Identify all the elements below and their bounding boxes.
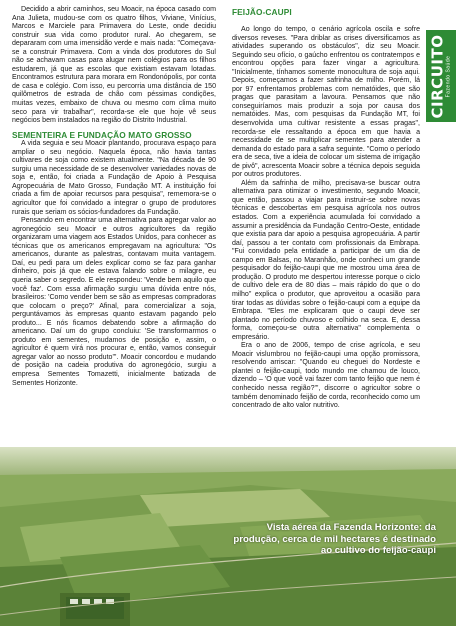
section-subtitle: Fazendo Saúde xyxy=(445,55,452,97)
right-paragraph-1: Ao longo do tempo, o cenário agrícola oscila e sofre diversos reveses. "Para driblar as crises diversificamos as atividades superando os obstáculos", diz seu Moacir. Seguindo seu ofício, o gaúcho enfrentou os contratempos e encontrou opções para fazer vingar a agricultura. "Inicialmente, tínhamos somente monocultura de soja aqui. Depois, começamos a fazer safrinha de milho. Porém, lá por 97 enfrentamos problemas com nematóides, que são pragas que parasitam a lavoura. Pensamos que não conseguiríamos mais produzir a soja por causa dos nematóides. Mas, com pesquisas da Fundação MT, foi desenvolvida uma cultivar resistente a essas pragas", recorda-se ele ressaltando a época em que havia a necessidade de se multiplicar sementes para atender a demanda do estado para a safra seguinte. "Como o período era de seca, tive a ideia de colocar um sistema de irrigação de pivô", acrescenta Moacir sobre a técnica depois seguida por outros produtores. xyxy=(232,26,420,179)
photo-caption: Vista aérea da Fazenda Horizonte: da produção, cerca de mil hectares é destinado ao cultivo do feijão-caupi xyxy=(233,522,436,557)
left-paragraph-1: Decidido a abrir caminhos, seu Moacir, na época casado com Ana Julieta, mudou-se com os quatro filhos, Viviane, Vinícius, Marcos e Marciele para Primavera do Leste, onde decidiu construir sua vida como produtor rural. Ao chegarem, se depararam com uma imensidão verde e mais nada: "Começava-se a construir Primavera. Com a vinda dos produtores do Sul não se achavam casas para alugar nem colégios para os filhos estudarem, já que as escolas que existiam estavam lotadas. Encontramos estrutura para morara em Rondonópolis, por conta de casa e colégio. Com isso, eu percorria uma distância de 150 quilômetros de estrada de chão com péssimas condições, muitas vezes, embaixo de chuva ou mesmo com clima muito seco para vir trabalhar", recorda-se ele que hoje vê seus negócios bem instalados na região do Distrito Industrial. xyxy=(12,6,216,125)
left-paragraph-2: A vida seguia e seu Moacir plantando, procurava espaço para ampliar o seu negócio. Naquela época, não havia tantas cultivares de soja como existem atualmente. "Na década de 90 surgiu uma necessidade de se desenvolver variedades novas de soja e, então, foi criada a Fundação de Apoio à Pesquisa Agropecuária de Mato Grosso, Fundação MT. A instituição foi criada a fim de apoiar recursos para pesquisa", rememora-se o agricultor que foi convidado a integrar o grupo de produtores rurais que seriam os sócios-fundadores da Fundação. xyxy=(12,140,216,216)
right-paragraph-2: Além da safrinha de milho, precisava-se buscar outra alternativa para otimizar o investimento, segundo Moacir, que então, passou a viajar para instruir-se sobre novas técnicas e descobertas em pesquisa agrícola nos outros estados. Com a experiência acumulada foi convidado a assumir a presidência da Fundação Centro-Oeste, entidade que existia para dar apoio a pesquisa agropecuária. A partir daí, passou a ter contato com profissionais da Embrapa. "Fui convidado pela entidade a participar de um dia de campo em Balsas, no Maranhão, onde conheci um grande pesquisador do feijão-caupi que me mostrou uma área de produção. O produto me despertou interesse porque o ciclo de cultivo dele era de 80 dias – mais rápido do que o do milho" explica o produtor, que aproveitou a ocasião para tirar todas as dúvidas sobre o feijão-caupi com a equipe da Embrapa. "Eles me explicaram que o caupi deve ser plantado no período chuvoso e colhido na seca. E, dessa forma, começou-se outra alternativa" complementa o empresário. xyxy=(232,179,420,341)
section-heading-sementeira: SEMENTEIRA E FUNDAÇÃO MATO GROSSO xyxy=(12,129,192,140)
left-paragraph-3: Pensando em encontrar uma alternativa para agregar valor ao agronegócio seu Moacir e outros agricultores da região organizaram uma viagem aos Estados Unidos, para conhecer as técnicas que os americanos empregavam na agricultura: "Os americanos, durante as palestras, contavam muita vantagem. Daí, eu pedi para um deles explicar como se faz para ganhar dinheiro, pois já que ele estava falando sobre o milagre, eu queria saber o segredo. E ele respondeu: 'Vende bem aquilo que você faz'. Com essa afirmação surgiu uma dúvida entre nós, brasileiros: 'Como vender bem se são as empresas compradoras que colocam o preço?' Afinal, para comercializar a soja, perguntávamos às empresas quanto estavam pagando pelo produto... E nós ficamos debatendo sobre a afirmação do americano. Daí um do grupo concluiu: 'Se transformarmos o produto em sementes, mudamos de posição e, assim, o agricultor é quem virá nos procurar e, então, vamos conseguir agregar valor ao nosso produto'". Moacir concordou e mudando de posição na cadeia produtiva do agronegócio, surgiu a empresa Sementes Tomazetti, inicialmente batizada de Sementes Horizonte. xyxy=(12,217,216,387)
section-title: CIRCUITO xyxy=(428,34,447,118)
right-paragraph-3: Era o ano de 2006, tempo de crise agrícola, e seu Moacir vislumbrou no feijão-caupi uma opção promissora, resolvendo arriscar: "Quando eu cheguei do Nordeste e plantei o feijão-caupi, todo mundo me chamou de louco, dizendo – 'O que você vai fazer com tanto feijão que nem é conhecido nessa região?'", discorre o agricultor sobre o também denominado feijão de corda, reconhecido como um concentrado de alto valor nutritivo. xyxy=(232,342,420,410)
section-side-tab xyxy=(426,30,456,122)
right-column xyxy=(232,7,420,411)
section-heading-feijao-caupi: FEIJÃO-CAUPI xyxy=(232,7,292,17)
left-column xyxy=(12,6,216,388)
